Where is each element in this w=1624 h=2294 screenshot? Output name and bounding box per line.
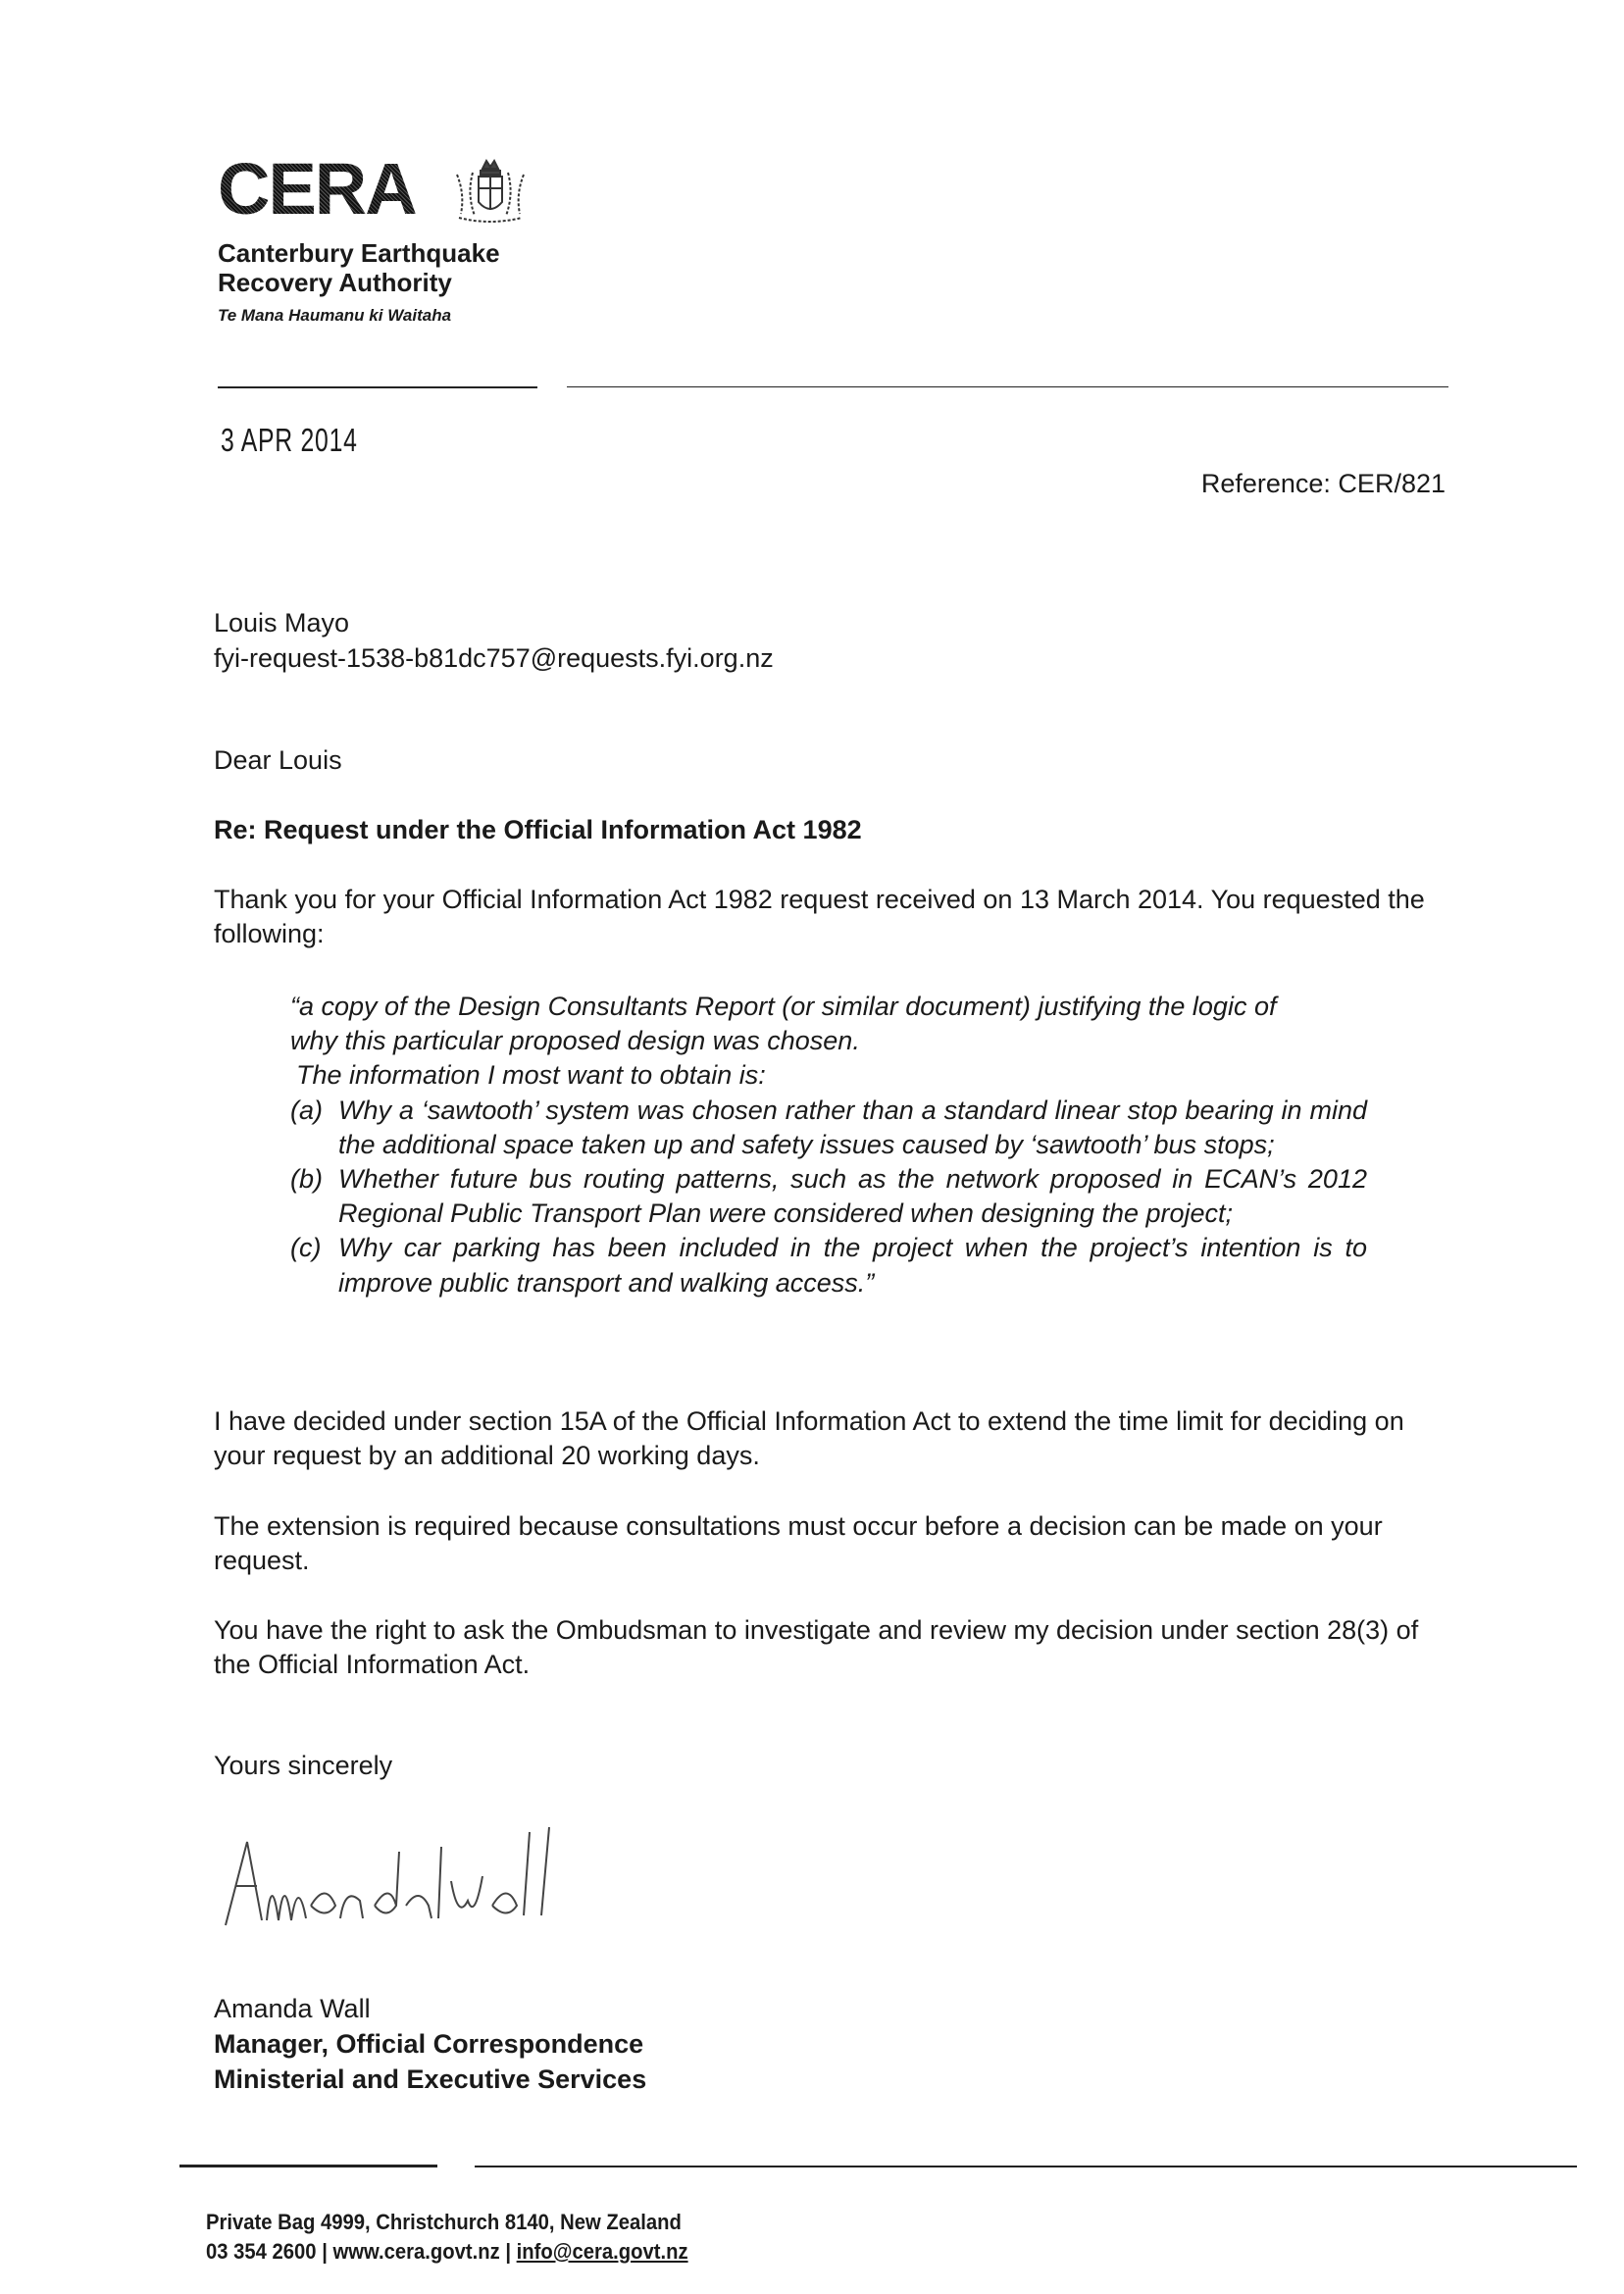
quote-item [290,1231,1367,1300]
handwritten-signature [218,1822,581,1935]
footer-email-link[interactable]: info@cera.govt.nz [516,2239,688,2264]
quote-line2: The information I most want to obtain is: [296,1060,766,1091]
closing: Yours sincerely [214,1751,393,1780]
item-label: (b) [290,1164,323,1195]
header-rule-right [567,386,1448,387]
item-label: (a) [290,1095,323,1125]
item-text: Whether future bus routing patterns, such as the network proposed in ECAN’s 2012 Regional Public Transport Plan were considered when designing the project; [338,1164,1367,1229]
signatory-title: Manager, Official Correspondence [214,2029,644,2059]
footer-phone: 03 354 2600 [206,2239,317,2264]
salutation: Dear Louis [214,745,342,775]
coat-of-arms-icon [451,155,530,226]
org-name-line1: Canterbury Earthquake [218,238,500,268]
item-text: Why car parking has been included in the project when the project’s intention is to improve public transport and walking access.” [338,1233,1367,1298]
body-paragraph: You have the right to ask the Ombudsman to investigate and review my decision under section 28(3) of the Official Information Act. [214,1615,1419,1679]
cera-logo: CERA [218,148,416,229]
quote-line1: “a copy of the Design Consultants Report (or similar document) justifying the logic of why this particular proposed design was chosen. [290,992,1277,1056]
signatory-unit: Ministerial and Executive Services [214,2065,647,2094]
item-text: Why a ‘sawtooth’ system was chosen rather than a standard linear stop bearing in mind the additional space taken up and safety issues caused by ‘sawtooth’ bus stops; [338,1095,1367,1159]
intro-paragraph: Thank you for your Official Information Act 1982 request received on 13 March 2014. You requested the following: [214,885,1425,948]
footer-rule-right [475,2166,1577,2167]
quote-item [290,1162,1367,1231]
recipient-email: fyi-request-1538-b81dc757@requests.fyi.org.nz [214,643,774,673]
org-name-line2: Recovery Authority [218,268,452,297]
footer-separator: | [322,2239,328,2264]
quoted-request [290,990,1367,1300]
footer-website-link[interactable]: www.cera.govt.nz [332,2239,500,2264]
subject: Re: Request under the Official Information Act 1982 [214,815,862,844]
quote-item [290,1094,1367,1162]
reference: Reference: CER/821 [1200,469,1446,498]
body-paragraph: I have decided under section 15A of the Official Information Act to extend the time limit for deciding on your request by an additional 20 working days. [214,1406,1404,1470]
header-rule-left [218,386,537,388]
date-stamp: 3 APR 2014 [221,422,358,458]
footer-contact [206,2237,688,2267]
signatory-name: Amanda Wall [214,1994,371,2023]
footer-rule-left [179,2165,437,2167]
body-paragraph: The extension is required because consultations must occur before a decision can be made on your request. [214,1511,1383,1575]
footer-separator: | [505,2239,512,2264]
item-label: (c) [290,1233,322,1263]
footer-address: Private Bag 4999, Christchurch 8140, New Zealand [206,2210,682,2234]
recipient-name: Louis Mayo [214,608,350,637]
tagline: Te Mana Haumanu ki Waitaha [218,306,452,325]
